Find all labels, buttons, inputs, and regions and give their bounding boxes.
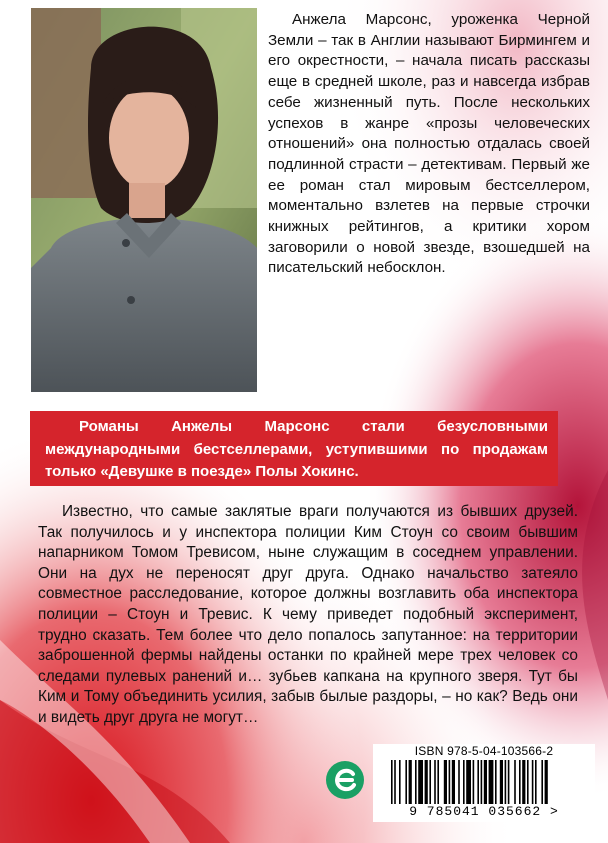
- highlight-banner: [30, 411, 558, 486]
- barcode-digits: 9 785041 035662 >: [409, 804, 559, 819]
- highlight-text: Романы Анжелы Марсонс стали безусловными международными бестселлерами, уступившими по продажам только «Девушке в поезде» Полы Хокинс.: [45, 418, 548, 480]
- isbn-label: ISBN 978-5-04-103566-2: [414, 744, 554, 758]
- author-photo: [31, 8, 257, 392]
- eksmo-logo-icon: [325, 760, 365, 800]
- author-bio: Анжела Марсонс, уроженка Черной Земли – так в Англии называют Бирмингем и его окрестности, – начала писать рассказы еще в средней школе, раз и навсегда избрав себе жизненный путь. После нескольких успехов в жанре «прозы человеческих отношений» она полностью отдалась своей подлинной страсти – детективам. Первый же ее роман стал мировым бестселлером, моментально взлетев на первые строчки книжных рейтингов, а критики хором заговорили о новой звезде, взошедшей на писательский небосклон.: [268, 11, 590, 277]
- barcode-bars: [377, 760, 591, 804]
- barcode: [373, 744, 595, 822]
- book-blurb: Известно, что самые заклятые враги получаются из бывших друзей. Так получилось и у инспектора полиции Ким Стоун со своим бывшим напарником Томом Тревисом, ныне служащим в соседнем управлении. Они на дух не переносят друг друга. Однако начальство затеяло совместное расследование, которое должны возглавить оба инспектора полиции – Стоун и Тревис. К чему приведет подобный эксперимент, трудно сказать. Тем более что дело попалось запутанное: на территории заброшенной фермы найдены останки по крайней мере трех человек со следами пулевых ранений и… зубьев капкана на крупного зверя. Тут бы Ким и Тому объединить усилия, забыв былые раздоры, – но как? Ведь они и видеть друг друга не могут…: [38, 503, 578, 726]
